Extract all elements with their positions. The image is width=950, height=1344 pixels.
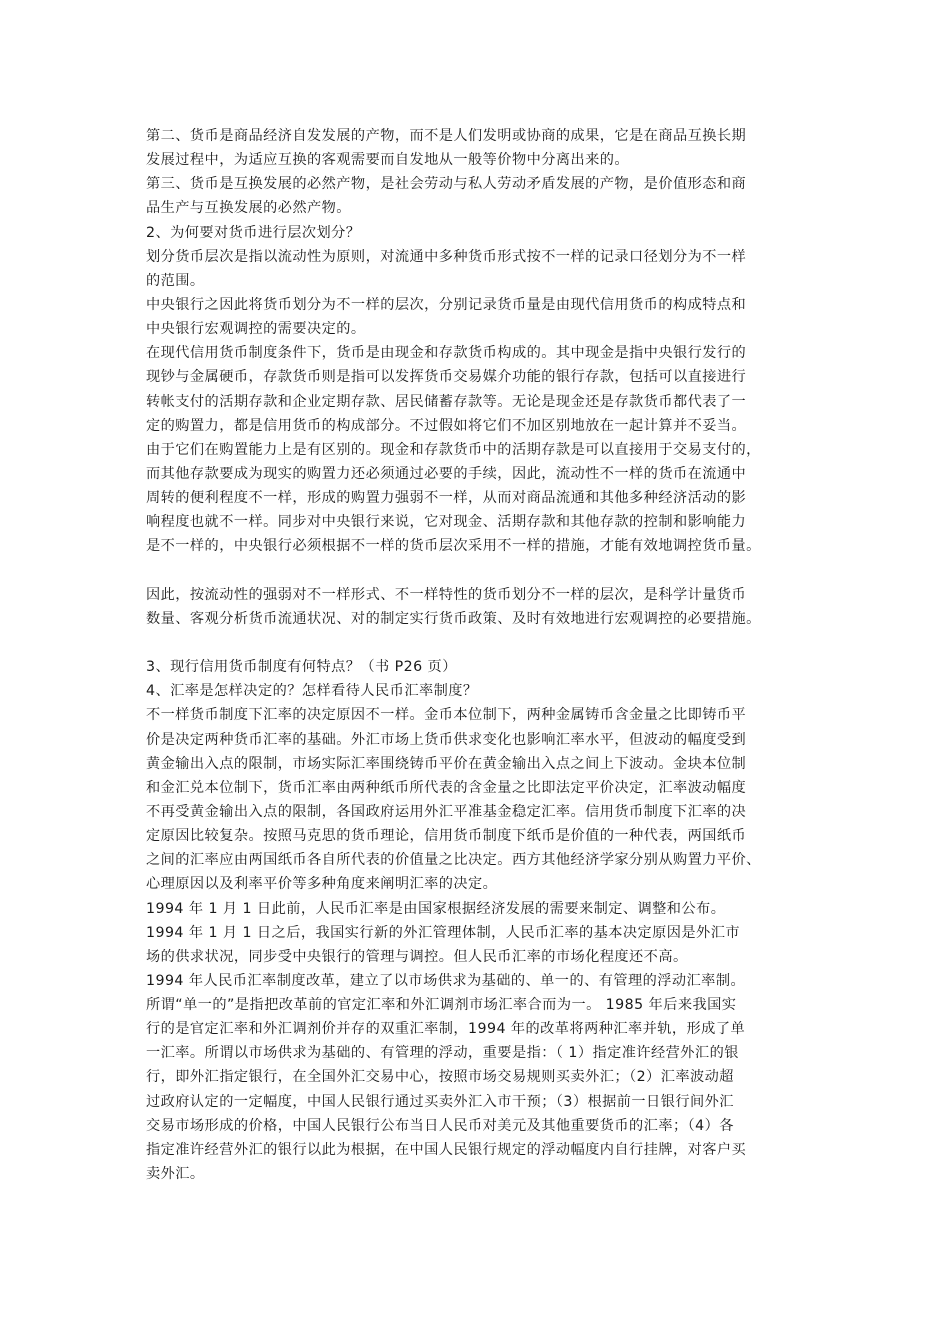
text-line: 划分货币层次是指以流动性为原则，对流通中多种货币形式按不一样的记录口径划分为不一样 bbox=[146, 248, 747, 265]
text-line: 指定准许经营外汇的银行以此为根据，在中国人民银行规定的浮动幅度内自行挂牌，对客户买 bbox=[146, 1141, 747, 1158]
text-line: 行，即外汇指定银行，在全国外汇交易中心，按照市场交易规则买卖外汇；（2）汇率波动超 bbox=[146, 1069, 734, 1086]
text-line: 和金汇兑本位制下，货币汇率由两种纸币所代表的含金量之比即法定平价决定，汇率波动幅度 bbox=[146, 779, 747, 796]
text-line: 1994 年 1 月 1 日之后，我国实行新的外汇管理体制，人民币汇率的基本决定原因是外汇市 bbox=[146, 924, 740, 941]
text-line: 一汇率。所谓以市场供求为基础的、有管理的浮动，重要是指：（ 1）指定准许经营外汇的银 bbox=[146, 1045, 739, 1062]
text-line: 周转的便利程度不一样，形成的购置力强弱不一样，从而对商品流通和其他多种经济活动的影 bbox=[146, 490, 747, 507]
text-line: 发展过程中，为适应互换的客观需要而自发地从一般等价物中分离出来的。 bbox=[146, 152, 630, 169]
text-line: 黄金输出入点的限制，市场实际汇率围绕铸币平价在黄金输出入点之间上下波动。金块本位制 bbox=[146, 755, 747, 772]
text-line: 是不一样的，中央银行必须根据不一样的货币层次采用不一样的措施，才能有效地调控货币量。 bbox=[146, 538, 761, 555]
text-line: 现钞与金属硬币，存款货币则是指可以发挥货币交易媒介功能的银行存款，包括可以直接进行 bbox=[146, 369, 747, 386]
text-line: 转帐支付的活期存款和企业定期存款、居民储蓄存款等。无论是现金还是存款货币都代表了一 bbox=[146, 393, 747, 410]
text-line: 价是决定两种货币汇率的基础。外汇市场上货币供求变化也影响汇率水平，但波动的幅度受到 bbox=[146, 731, 747, 748]
text-line: 卖外汇。 bbox=[146, 1166, 205, 1183]
text-line: 不一样货币制度下汇率的决定原因不一样。金币本位制下，两种金属铸币含金量之比即铸币平 bbox=[146, 707, 747, 724]
text-line: 之间的汇率应由两国纸币各自所代表的价值量之比决定。西方其他经济学家分别从购置力平价、 bbox=[146, 852, 761, 869]
text-line: 由于它们在购置能力上是有区别的。现金和存款货币中的活期存款是可以直接用于交易支付的， bbox=[146, 441, 761, 458]
text-line: 所谓“单一的”是指把改革前的官定汇率和外汇调剂市场汇率合而为一。 1985 年后来我国实 bbox=[146, 997, 737, 1014]
text-line: 心理原因以及利率平价等多种角度来阐明汇率的决定。 bbox=[146, 876, 498, 893]
text-line: 场的供求状况，同步受中央银行的管理与调控。但人民币汇率的市场化程度还不高。 bbox=[146, 948, 688, 965]
text-line: 响程度也就不一样。同步对中央银行来说，它对现金、活期存款和其他存款的控制和影响能力 bbox=[146, 514, 747, 531]
text-line: 数量、客观分析货币流通状况、对的制定实行货币政策、及时有效地进行宏观调控的必要措施。 bbox=[146, 610, 761, 627]
text-line: 中央银行之因此将货币划分为不一样的层次，分别记录货币量是由现代信用货币的构成特点和 bbox=[146, 296, 747, 313]
text-line: 的范围。 bbox=[146, 272, 205, 289]
text-line: 而其他存款要成为现实的购置力还必须通过必要的手续，因此，流动性不一样的货币在流通中 bbox=[146, 465, 747, 482]
text-line: 交易市场形成的价格，中国人民银行公布当日人民币对美元及其他重要货币的汇率；（4）各 bbox=[146, 1117, 734, 1134]
text-line: 第三、货币是互换发展的必然产物，是社会劳动与私人劳动矛盾发展的产物，是价值形态和商 bbox=[146, 176, 747, 193]
blank-line bbox=[146, 559, 822, 583]
text-line: 第二、货币是商品经济自发发展的产物，而不是人们发明或协商的成果，它是在商品互换长期 bbox=[146, 128, 747, 144]
text-line: 定原因比较复杂。按照马克思的货币理论，信用货币制度下纸币是价值的一种代表，两国纸币 bbox=[146, 828, 747, 845]
text-line: 1994 年人民币汇率制度改革，建立了以市场供求为基础的、单一的、有管理的浮动汇率制。 bbox=[146, 972, 746, 989]
text-line: 不再受黄金输出入点的限制，各国政府运用外汇平准基金稳定汇率。信用货币制度下汇率的决 bbox=[146, 803, 747, 820]
text-line: 1994 年 1 月 1 日此前，人民币汇率是由国家根据经济发展的需要来制定、调整和公布。 bbox=[146, 900, 726, 917]
text-line: 在现代信用货币制度条件下，货币是由现金和存款货币构成的。其中现金是指中央银行发行的 bbox=[146, 345, 747, 362]
text-line: 行的是官定汇率和外汇调剂价并存的双重汇率制，1994 年的改革将两种汇率并轨，形成了单 bbox=[146, 1021, 746, 1038]
text-line: 中央银行宏观调控的需要决定的。 bbox=[146, 321, 366, 338]
text-line: 因此，按流动性的强弱对不一样形式、不一样特性的货币划分不一样的层次，是科学计量货币 bbox=[146, 586, 747, 603]
text-line: 过政府认定的一定幅度，中国人民银行通过买卖外汇入市干预；（3）根据前一日银行间外汇 bbox=[146, 1093, 734, 1110]
text-line: 2、为何要对货币进行层次划分？ bbox=[146, 224, 361, 241]
blank-line bbox=[146, 631, 822, 655]
text-line: 定的购置力，都是信用货币的构成部分。不过假如将它们不加区别地放在一起计算并不妥当。 bbox=[146, 417, 747, 434]
text-line: 品生产与互换发展的必然产物。 bbox=[146, 200, 351, 217]
text-line: 3、现行信用货币制度有何特点？（书 P26 页） bbox=[146, 659, 457, 676]
document-body bbox=[146, 124, 822, 1186]
text-line: 4、汇率是怎样决定的？怎样看待人民币汇率制度？ bbox=[146, 683, 478, 700]
